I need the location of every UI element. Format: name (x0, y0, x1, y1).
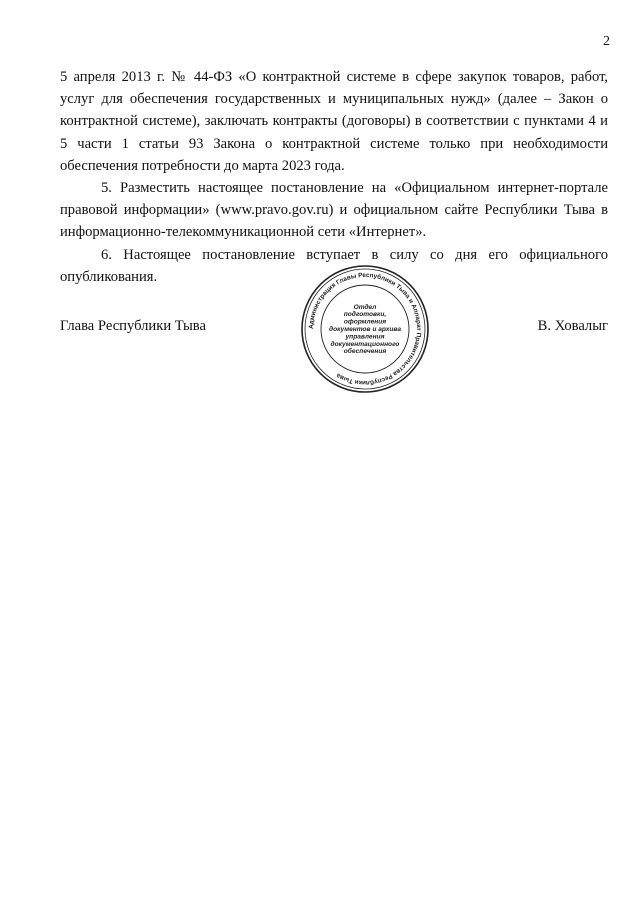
seal-ring-text: Администрация Главы Республики Тыва и Аппарат Правительства Республики Тыва (307, 271, 423, 387)
paragraph-5: 5. Разместить настоящее постановление на «Официальном интернет-портале правовой информации» (www.pravo.gov.ru) и официальном сайте Республики Тыва в информационно-телекоммуникационной сети «Интернет». (60, 180, 608, 241)
seal-center-line: документационного (330, 340, 400, 348)
seal-center-line: оформления (343, 318, 387, 326)
official-seal-stamp (300, 264, 430, 394)
page-number: 2 (603, 34, 610, 49)
seal-center-line: Отдел (353, 303, 377, 311)
signatory-name: В. Ховалыг (537, 318, 608, 334)
seal-center-line: подготовки, (343, 311, 387, 319)
paragraph-continuation: 5 апреля 2013 г. № 44-ФЗ «О контрактной системе в сфере закупок товаров, работ, услуг для обеспечения государственных и муниципальных нужд» (далее – Закон о контрактной системе), заключать контракты (договоры) в соответствии с пунктами 4 и 5 части 1 статьи 93 Закона о контрактной системе только при необходимости обеспечения потребности до марта 2023 года. (60, 69, 608, 174)
signatory-title: Глава Республики Тыва (60, 318, 206, 334)
seal-center-line: обеспечения (343, 348, 387, 356)
seal-center-line: управления (345, 333, 385, 341)
seal-center-text (329, 303, 401, 355)
paragraph-6: 6. Настоящее постановление вступает в силу со дня его официального опубликования. (60, 246, 608, 285)
seal-center-line: документов и архива (329, 326, 401, 333)
document-body (60, 66, 608, 288)
